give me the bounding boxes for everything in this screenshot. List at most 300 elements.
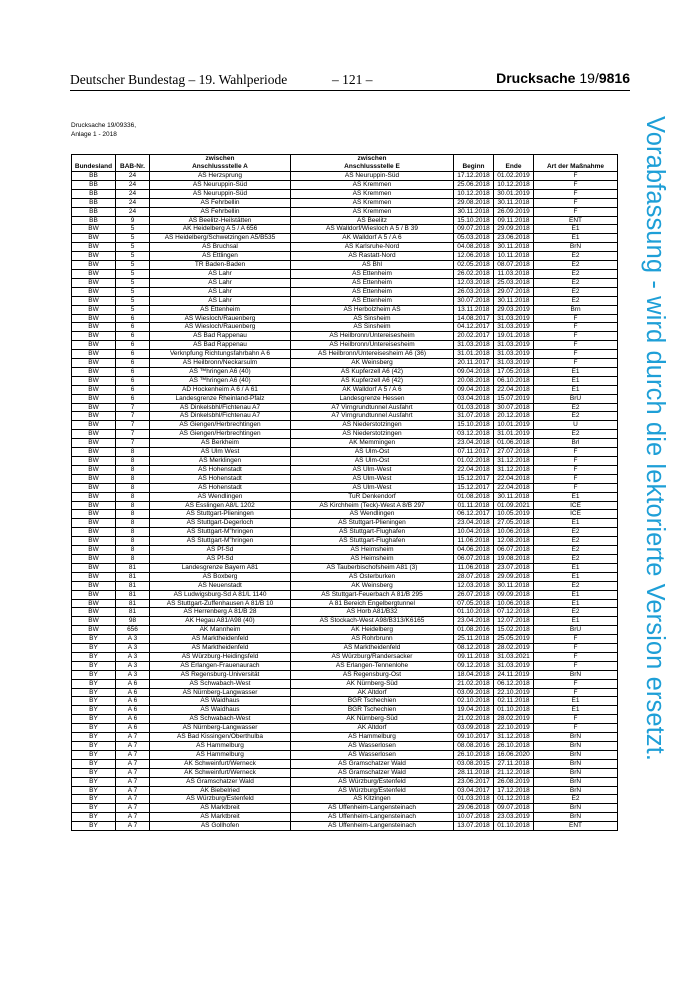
cell-art-der-massnahme: BrN bbox=[534, 733, 618, 742]
cell-bundesland: BW bbox=[72, 243, 116, 252]
table-row bbox=[72, 635, 618, 644]
cell-bundesland: BY bbox=[72, 697, 116, 706]
cell-anschlussstelle-e: AS Niederstotzingen bbox=[291, 430, 454, 439]
cell-art-der-massnahme: BrN bbox=[534, 768, 618, 777]
table-row bbox=[72, 332, 618, 341]
cell-bab-nr: 81 bbox=[116, 581, 150, 590]
cell-bab-nr: 6 bbox=[116, 394, 150, 403]
header-top-ende bbox=[494, 155, 534, 164]
cell-beginn: 01.02.2018 bbox=[454, 457, 494, 466]
cell-bundesland: BW bbox=[72, 296, 116, 305]
table-row bbox=[72, 572, 618, 581]
table-row bbox=[72, 314, 618, 323]
cell-bab-nr: 6 bbox=[116, 314, 150, 323]
cell-beginn: 26.02.2018 bbox=[454, 269, 494, 278]
cell-bundesland: BW bbox=[72, 554, 116, 563]
cell-beginn: 17.12.2018 bbox=[454, 172, 494, 181]
cell-beginn: 20.02.2017 bbox=[454, 332, 494, 341]
cell-beginn: 04.12.2017 bbox=[454, 323, 494, 332]
cell-bundesland: BW bbox=[72, 394, 116, 403]
cell-anschlussstelle-e: AS Stuttgart-Plieningen bbox=[291, 519, 454, 528]
cell-beginn: 25.06.2018 bbox=[454, 180, 494, 189]
cell-ende: 10.12.2018 bbox=[494, 180, 534, 189]
cell-bab-nr: A 7 bbox=[116, 813, 150, 822]
table-row bbox=[72, 554, 618, 563]
cell-art-der-massnahme: E1 bbox=[534, 706, 618, 715]
cell-bundesland: BY bbox=[72, 688, 116, 697]
note-line-2: Anlage 1 - 2018 bbox=[71, 131, 117, 138]
cell-art-der-massnahme: E2 bbox=[534, 412, 618, 421]
cell-ende: 11.03.2018 bbox=[494, 269, 534, 278]
cell-anschlussstelle-e: AS Würzburg/Estenfeld bbox=[291, 777, 454, 786]
cell-anschlussstelle-e: AK Weinsberg bbox=[291, 359, 454, 368]
cell-ende: 01.10.2018 bbox=[494, 822, 534, 831]
cell-beginn: 09.10.2017 bbox=[454, 733, 494, 742]
table-row bbox=[72, 412, 618, 421]
cell-anschlussstelle-e: AS Rohrbrunn bbox=[291, 635, 454, 644]
cell-art-der-massnahme: BrU bbox=[534, 626, 618, 635]
cell-anschlussstelle-e: AS Karlsruhe-Nord bbox=[291, 243, 454, 252]
cell-beginn: 03.04.2017 bbox=[454, 786, 494, 795]
cell-ende: 31.03.2019 bbox=[494, 341, 534, 350]
cell-bundesland: BB bbox=[72, 216, 116, 225]
cell-bab-nr: 8 bbox=[116, 554, 150, 563]
table-row bbox=[72, 733, 618, 742]
cell-anschlussstelle-a: AS Hohenstadt bbox=[150, 474, 291, 483]
cell-ende: 26.09.2019 bbox=[494, 207, 534, 216]
cell-anschlussstelle-a: AS Stuttgart-Plieningen bbox=[150, 510, 291, 519]
cell-bab-nr: 8 bbox=[116, 474, 150, 483]
table-row bbox=[72, 287, 618, 296]
cell-ende: 30.01.2019 bbox=[494, 189, 534, 198]
cell-anschlussstelle-e: AS Rastatt-Nord bbox=[291, 252, 454, 261]
cell-anschlussstelle-e: AS Kremmen bbox=[291, 180, 454, 189]
cell-anschlussstelle-e: AS Wasserlosen bbox=[291, 750, 454, 759]
table-row bbox=[72, 652, 618, 661]
cell-anschlussstelle-e: AS Sinsheim bbox=[291, 323, 454, 332]
table-row bbox=[72, 679, 618, 688]
table-header-row bbox=[72, 163, 618, 172]
table-row bbox=[72, 697, 618, 706]
cell-bundesland: BW bbox=[72, 519, 116, 528]
table-row bbox=[72, 590, 618, 599]
cell-art-der-massnahme: F bbox=[534, 341, 618, 350]
cell-anschlussstelle-a: AK Mannheim bbox=[150, 626, 291, 635]
cell-art-der-massnahme: E1 bbox=[534, 563, 618, 572]
cell-anschlussstelle-e: AS Wasserlosen bbox=[291, 742, 454, 751]
cell-bundesland: BY bbox=[72, 777, 116, 786]
cell-beginn: 02.05.2018 bbox=[454, 261, 494, 270]
cell-bundesland: BW bbox=[72, 269, 116, 278]
cell-art-der-massnahme: F bbox=[534, 198, 618, 207]
cell-art-der-massnahme: F bbox=[534, 172, 618, 181]
cell-beginn: 07.11.2017 bbox=[454, 448, 494, 457]
cell-ende: 08.07.2018 bbox=[494, 261, 534, 270]
cell-art-der-massnahme: E2 bbox=[534, 287, 618, 296]
cell-bundesland: BY bbox=[72, 804, 116, 813]
cell-art-der-massnahme: F bbox=[534, 457, 618, 466]
table-row bbox=[72, 563, 618, 572]
cell-beginn: 09.04.2018 bbox=[454, 367, 494, 376]
cell-ende: 30.11.2018 bbox=[494, 198, 534, 207]
cell-bundesland: BY bbox=[72, 750, 116, 759]
cell-bab-nr: A 3 bbox=[116, 644, 150, 653]
cell-bundesland: BW bbox=[72, 278, 116, 287]
cell-bab-nr: 8 bbox=[116, 501, 150, 510]
cell-anschlussstelle-e: AS Ettenheim bbox=[291, 287, 454, 296]
table-row bbox=[72, 644, 618, 653]
cell-bab-nr: A 7 bbox=[116, 804, 150, 813]
cell-anschlussstelle-a: AS Bad Rappenau bbox=[150, 341, 291, 350]
cell-art-der-massnahme: ICE bbox=[534, 501, 618, 510]
cell-ende: 28.02.2019 bbox=[494, 715, 534, 724]
table-row bbox=[72, 608, 618, 617]
cell-beginn: 09.12.2018 bbox=[454, 661, 494, 670]
cell-art-der-massnahme: Brl bbox=[534, 439, 618, 448]
cell-bab-nr: 7 bbox=[116, 412, 150, 421]
cell-anschlussstelle-a: AS ™hringen A6 (40) bbox=[150, 376, 291, 385]
cell-anschlussstelle-e: AS Uffenheim-Langensteinach bbox=[291, 804, 454, 813]
cell-anschlussstelle-e: AS Wendlingen bbox=[291, 510, 454, 519]
cell-anschlussstelle-e: AS Stuttgart-Flughafen bbox=[291, 537, 454, 546]
cell-anschlussstelle-a: AS Dinkelsbhl/Fichtenau A7 bbox=[150, 403, 291, 412]
cell-anschlussstelle-a: AS Lahr bbox=[150, 287, 291, 296]
document-number-series: 19/ bbox=[579, 70, 599, 86]
cell-bundesland: BW bbox=[72, 608, 116, 617]
cell-bundesland: BY bbox=[72, 795, 116, 804]
header-anschlussstelle-a: Anschlussstelle A bbox=[150, 163, 291, 172]
table-row bbox=[72, 385, 618, 394]
table-row bbox=[72, 359, 618, 368]
cell-anschlussstelle-a: Landesgrenze Rheinland-Pfalz bbox=[150, 394, 291, 403]
cell-anschlussstelle-a: AS Heilbronn/Neckarsulm bbox=[150, 359, 291, 368]
cell-beginn: 11.06.2018 bbox=[454, 563, 494, 572]
cell-bundesland: BY bbox=[72, 813, 116, 822]
cell-bab-nr: A 7 bbox=[116, 786, 150, 795]
cell-bundesland: BW bbox=[72, 261, 116, 270]
cell-bundesland: BW bbox=[72, 412, 116, 421]
cell-ende: 22.04.2018 bbox=[494, 474, 534, 483]
cell-bundesland: BY bbox=[72, 733, 116, 742]
table-header-top-row bbox=[72, 155, 618, 164]
cell-bundesland: BW bbox=[72, 581, 116, 590]
cell-ende: 23.03.2019 bbox=[494, 813, 534, 822]
table-row bbox=[72, 822, 618, 831]
cell-bundesland: BW bbox=[72, 341, 116, 350]
table-row bbox=[72, 305, 618, 314]
cell-beginn: 09.07.2018 bbox=[454, 225, 494, 234]
cell-art-der-massnahme: E2 bbox=[534, 546, 618, 555]
cell-art-der-massnahme: F bbox=[534, 652, 618, 661]
cell-ende: 31.03.2019 bbox=[494, 323, 534, 332]
cell-art-der-massnahme: BrN bbox=[534, 813, 618, 822]
cell-anschlussstelle-e: AS Stockach-West A98/B313/K6165 bbox=[291, 617, 454, 626]
cell-beginn: 23.04.2018 bbox=[454, 439, 494, 448]
cell-ende: 10.05.2019 bbox=[494, 510, 534, 519]
cell-anschlussstelle-e: AS Uffenheim-Langensteinach bbox=[291, 822, 454, 831]
cell-beginn: 09.04.2018 bbox=[454, 385, 494, 394]
cell-beginn: 15.12.2017 bbox=[454, 474, 494, 483]
cell-art-der-massnahme: BrN bbox=[534, 786, 618, 795]
cell-bab-nr: 8 bbox=[116, 483, 150, 492]
cell-bundesland: BY bbox=[72, 768, 116, 777]
cell-beginn: 09.11.2018 bbox=[454, 652, 494, 661]
cell-art-der-massnahme: ENT bbox=[534, 822, 618, 831]
cell-ende: 10.06.2018 bbox=[494, 528, 534, 537]
cell-bundesland: BW bbox=[72, 367, 116, 376]
cell-anschlussstelle-e: AS Ulm-West bbox=[291, 483, 454, 492]
cell-beginn: 02.10.2018 bbox=[454, 697, 494, 706]
table-row bbox=[72, 813, 618, 822]
cell-anschlussstelle-e: AK Nürnberg-Süd bbox=[291, 715, 454, 724]
cell-anschlussstelle-a: AS Würzburg-Heidingsfeld bbox=[150, 652, 291, 661]
cell-bundesland: BW bbox=[72, 350, 116, 359]
cell-bab-nr: 9 bbox=[116, 216, 150, 225]
cell-ende: 31.12.2018 bbox=[494, 457, 534, 466]
cell-anschlussstelle-e: AS Ulm-West bbox=[291, 474, 454, 483]
cell-art-der-massnahme: E2 bbox=[534, 554, 618, 563]
cell-anschlussstelle-a: AS Giengen/Herbrechtingen bbox=[150, 421, 291, 430]
cell-bab-nr: 6 bbox=[116, 350, 150, 359]
cell-anschlussstelle-a: AK Schweinfurt/Werneck bbox=[150, 768, 291, 777]
cell-beginn: 13.11.2018 bbox=[454, 305, 494, 314]
cell-ende: 06.12.2018 bbox=[494, 679, 534, 688]
cell-art-der-massnahme: F bbox=[534, 207, 618, 216]
cell-beginn: 01.03.2018 bbox=[454, 795, 494, 804]
cell-ende: 31.03.2019 bbox=[494, 661, 534, 670]
cell-art-der-massnahme: BrN bbox=[534, 670, 618, 679]
cell-art-der-massnahme: Brn bbox=[534, 305, 618, 314]
cell-beginn: 10.04.2018 bbox=[454, 528, 494, 537]
cell-anschlussstelle-e: AS Stuttgart-Flughafen bbox=[291, 528, 454, 537]
cell-bab-nr: 5 bbox=[116, 234, 150, 243]
cell-art-der-massnahme: BrU bbox=[534, 394, 618, 403]
header-top-beginn bbox=[454, 155, 494, 164]
cell-ende: 01.06.2018 bbox=[494, 439, 534, 448]
cell-art-der-massnahme: U bbox=[534, 421, 618, 430]
cell-ende: 25.03.2018 bbox=[494, 278, 534, 287]
cell-anschlussstelle-a: AS Giengen/Herbrechtingen bbox=[150, 430, 291, 439]
document-number-prefix: Drucksache bbox=[496, 70, 580, 86]
table-row bbox=[72, 207, 618, 216]
cell-bab-nr: 5 bbox=[116, 252, 150, 261]
cell-anschlussstelle-a: TR Baden-Baden bbox=[150, 261, 291, 270]
cell-bundesland: BW bbox=[72, 421, 116, 430]
cell-beginn: 05.03.2018 bbox=[454, 234, 494, 243]
cell-bab-nr: A 7 bbox=[116, 777, 150, 786]
cell-beginn: 30.11.2018 bbox=[454, 207, 494, 216]
cell-anschlussstelle-e: AS Marktheidenfeld bbox=[291, 644, 454, 653]
cell-beginn: 04.08.2018 bbox=[454, 243, 494, 252]
header-anschlussstelle-e: Anschlussstelle E bbox=[291, 163, 454, 172]
cell-beginn: 29.06.2018 bbox=[454, 804, 494, 813]
cell-beginn: 08.12.2018 bbox=[454, 644, 494, 653]
cell-bab-nr: A 7 bbox=[116, 750, 150, 759]
cell-bundesland: BY bbox=[72, 706, 116, 715]
cell-art-der-massnahme: E2 bbox=[534, 296, 618, 305]
cell-bab-nr: A 6 bbox=[116, 679, 150, 688]
cell-art-der-massnahme: E1 bbox=[534, 367, 618, 376]
cell-art-der-massnahme: BrN bbox=[534, 759, 618, 768]
cell-bab-nr: 81 bbox=[116, 572, 150, 581]
cell-anschlussstelle-e: AS Herbolzheim AS bbox=[291, 305, 454, 314]
table-row bbox=[72, 501, 618, 510]
cell-ende: 30.11.2018 bbox=[494, 581, 534, 590]
cell-bundesland: BW bbox=[72, 225, 116, 234]
cell-bundesland: BB bbox=[72, 172, 116, 181]
cell-beginn: 18.04.2018 bbox=[454, 670, 494, 679]
cell-ende: 02.11.2018 bbox=[494, 697, 534, 706]
cell-anschlussstelle-a: AS Hammelburg bbox=[150, 750, 291, 759]
table-row bbox=[72, 546, 618, 555]
cell-beginn: 28.07.2018 bbox=[454, 572, 494, 581]
table-row bbox=[72, 626, 618, 635]
table-row bbox=[72, 225, 618, 234]
table-row bbox=[72, 706, 618, 715]
cell-anschlussstelle-a: AS Nürnberg-Langwasser bbox=[150, 688, 291, 697]
cell-bundesland: BW bbox=[72, 510, 116, 519]
cell-art-der-massnahme: F bbox=[534, 474, 618, 483]
cell-ende: 29.09.2018 bbox=[494, 572, 534, 581]
cell-art-der-massnahme: E2 bbox=[534, 278, 618, 287]
cell-anschlussstelle-a: AS Waidhaus bbox=[150, 706, 291, 715]
table-row bbox=[72, 617, 618, 626]
table-row bbox=[72, 216, 618, 225]
cell-beginn: 01.11.2018 bbox=[454, 501, 494, 510]
cell-beginn: 31.07.2018 bbox=[454, 412, 494, 421]
document-number-bold: 9816 bbox=[598, 70, 630, 86]
table-row bbox=[72, 350, 618, 359]
header-bundesland: Bundesland bbox=[72, 163, 116, 172]
cell-bundesland: BW bbox=[72, 546, 116, 555]
cell-ende: 21.12.2018 bbox=[494, 768, 534, 777]
header-art-der-massnahme: Art der Maßnahme bbox=[534, 163, 618, 172]
table-row bbox=[72, 376, 618, 385]
cell-bundesland: BW bbox=[72, 537, 116, 546]
cell-anschlussstelle-e: AS Kupferzell A6 (42) bbox=[291, 367, 454, 376]
cell-beginn: 14.08.2017 bbox=[454, 314, 494, 323]
cell-ende: 01.02.2019 bbox=[494, 172, 534, 181]
table-row bbox=[72, 661, 618, 670]
cell-ende: 10.11.2018 bbox=[494, 252, 534, 261]
cell-bab-nr: 6 bbox=[116, 359, 150, 368]
cell-bundesland: BW bbox=[72, 572, 116, 581]
cell-bab-nr: 5 bbox=[116, 261, 150, 270]
cell-anschlussstelle-a: AS Waidhaus bbox=[150, 697, 291, 706]
table-row bbox=[72, 252, 618, 261]
cell-bab-nr: 8 bbox=[116, 546, 150, 555]
cell-anschlussstelle-a: AS Ettlingen bbox=[150, 252, 291, 261]
cell-anschlussstelle-a: AS Beelitz-Heilstätten bbox=[150, 216, 291, 225]
cell-bundesland: BW bbox=[72, 430, 116, 439]
cell-bab-nr: 8 bbox=[116, 537, 150, 546]
cell-anschlussstelle-e: AS Uffenheim-Langensteinach bbox=[291, 813, 454, 822]
cell-art-der-massnahme: E1 bbox=[534, 599, 618, 608]
cell-bab-nr: A 3 bbox=[116, 635, 150, 644]
cell-anschlussstelle-e: AK Altdorf bbox=[291, 724, 454, 733]
cell-anschlussstelle-e: AS Sinsheim bbox=[291, 314, 454, 323]
table-row bbox=[72, 537, 618, 546]
cell-bundesland: BY bbox=[72, 679, 116, 688]
cell-art-der-massnahme: BrN bbox=[534, 742, 618, 751]
cell-art-der-massnahme: E1 bbox=[534, 697, 618, 706]
cell-art-der-massnahme: E1 bbox=[534, 590, 618, 599]
cell-ende: 30.11.2018 bbox=[494, 492, 534, 501]
cell-anschlussstelle-e: AS Würzburg/Randersacker bbox=[291, 652, 454, 661]
table-row bbox=[72, 670, 618, 679]
cell-bab-nr: 5 bbox=[116, 269, 150, 278]
cell-beginn: 15.10.2018 bbox=[454, 216, 494, 225]
cell-art-der-massnahme: E2 bbox=[534, 430, 618, 439]
cell-art-der-massnahme: F bbox=[534, 661, 618, 670]
cell-anschlussstelle-a: AS Bruchsal bbox=[150, 243, 291, 252]
cell-beginn: 03.09.2018 bbox=[454, 688, 494, 697]
cell-anschlussstelle-a: AS Wiesloch/Rauenberg bbox=[150, 314, 291, 323]
cell-bundesland: BY bbox=[72, 661, 116, 670]
cell-ende: 23.06.2018 bbox=[494, 234, 534, 243]
cell-ende: 17.12.2018 bbox=[494, 786, 534, 795]
cell-beginn: 08.08.2016 bbox=[454, 742, 494, 751]
cell-bundesland: BW bbox=[72, 314, 116, 323]
cell-anschlussstelle-a: AS Ettenheim bbox=[150, 305, 291, 314]
cell-art-der-massnahme: F bbox=[534, 332, 618, 341]
cell-anschlussstelle-e: AS Ulm-West bbox=[291, 465, 454, 474]
table-row bbox=[72, 323, 618, 332]
cell-anschlussstelle-a: AS Lahr bbox=[150, 296, 291, 305]
cell-art-der-massnahme: ICE bbox=[534, 510, 618, 519]
cell-art-der-massnahme: E1 bbox=[534, 376, 618, 385]
cell-art-der-massnahme: E2 bbox=[534, 581, 618, 590]
cell-anschlussstelle-e: AS Osterburken bbox=[291, 572, 454, 581]
cell-ende: 10.06.2018 bbox=[494, 599, 534, 608]
cell-art-der-massnahme: F bbox=[534, 314, 618, 323]
page-number: – 121 – bbox=[332, 72, 373, 87]
cell-anschlussstelle-e: AS Heilbronn/Untereisesheim bbox=[291, 341, 454, 350]
table-row bbox=[72, 786, 618, 795]
cell-bundesland: BW bbox=[72, 617, 116, 626]
cell-anschlussstelle-e: Landesgrenze Hessen bbox=[291, 394, 454, 403]
cell-anschlussstelle-a: Landesgrenze Bayern A81 bbox=[150, 563, 291, 572]
cell-beginn: 13.07.2018 bbox=[454, 822, 494, 831]
cell-beginn: 10.12.2018 bbox=[454, 189, 494, 198]
cell-beginn: 31.03.2018 bbox=[454, 341, 494, 350]
cell-ende: 17.05.2018 bbox=[494, 367, 534, 376]
cell-bab-nr: 8 bbox=[116, 465, 150, 474]
cell-anschlussstelle-a: AS Hohenstadt bbox=[150, 465, 291, 474]
cell-beginn: 23.06.2017 bbox=[454, 777, 494, 786]
cell-bab-nr: 5 bbox=[116, 296, 150, 305]
cell-ende: 22.04.2018 bbox=[494, 483, 534, 492]
cell-bab-nr: 8 bbox=[116, 519, 150, 528]
cell-bab-nr: 24 bbox=[116, 172, 150, 181]
cell-bab-nr: 6 bbox=[116, 367, 150, 376]
cell-bundesland: BW bbox=[72, 448, 116, 457]
header-top-art-der-massnahme bbox=[534, 155, 618, 164]
cell-bundesland: BW bbox=[72, 528, 116, 537]
cell-bab-nr: 5 bbox=[116, 287, 150, 296]
cell-anschlussstelle-a: AS Neuruppin-Süd bbox=[150, 189, 291, 198]
cell-art-der-massnahme: F bbox=[534, 483, 618, 492]
cell-bab-nr: A 7 bbox=[116, 768, 150, 777]
cell-anschlussstelle-a: AS Fehrbellin bbox=[150, 207, 291, 216]
cell-ende: 30.07.2018 bbox=[494, 403, 534, 412]
cell-anschlussstelle-e: AS Hammelburg bbox=[291, 733, 454, 742]
cell-beginn: 06.07.2018 bbox=[454, 554, 494, 563]
cell-anschlussstelle-a: AS Stuttgart-M”hringen bbox=[150, 537, 291, 546]
cell-bundesland: BW bbox=[72, 323, 116, 332]
cell-art-der-massnahme: BrN bbox=[534, 243, 618, 252]
cell-anschlussstelle-a: AS Fehrbellin bbox=[150, 198, 291, 207]
